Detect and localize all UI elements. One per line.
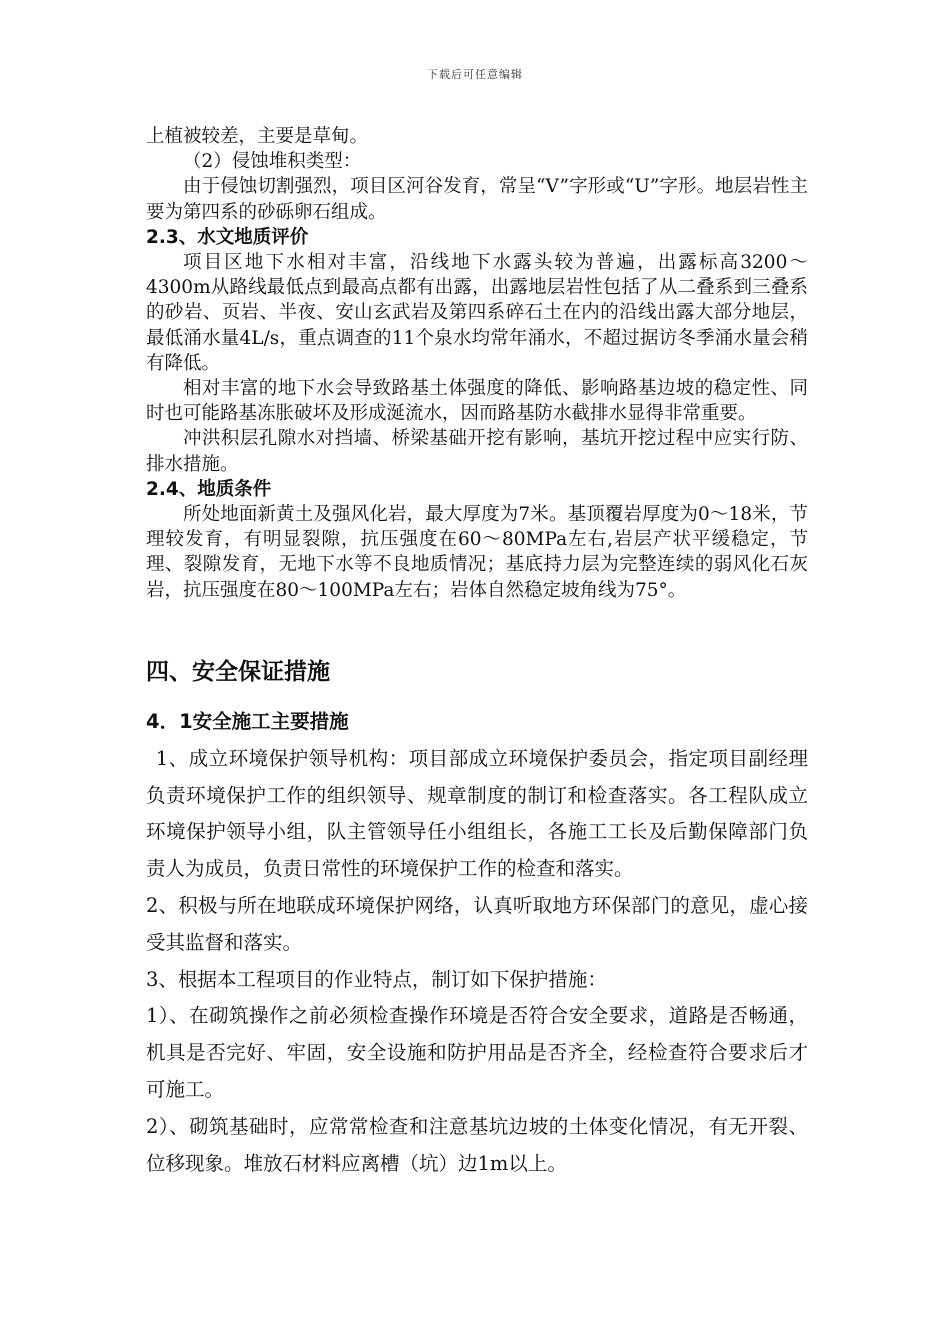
heading-hydrogeology: 2.3、水文地质评价 [146, 226, 309, 248]
paragraph-measure-2: 2、积极与所在地联成环境保护网络，认真听取地方环保部门的意见，虚心接受其监督和落实。 [146, 893, 808, 954]
paragraph-hydrogeology-3: 冲洪积层孔隙水对挡墙、桥梁基础开挖有影响，基坑开挖过程中应实行防、排水措施。 [146, 428, 808, 475]
paragraph-hydrogeology-2: 相对丰富的地下水会导致路基土体强度的降低、影响路基边坡的稳定性、同时也可能路基冻胀破坏及形成涎流水，因而路基防水截排水显得非常重要。 [146, 378, 808, 425]
paragraph-hydrogeology-1: 项目区地下水相对丰富，沿线地下水露头较为普遍，出露标高3200～4300m从路线最低点到最高点都有出露，出露地层岩性包括了从二叠系到三叠系的砂岩、页岩、半夜、安山玄武岩及第四系碎石土在内的沿线出露大部分地层，最低涌水量4L/s，重点调查的11个泉水均常年涌水，不超过据访冬季涌水量会稍有降低。 [146, 252, 808, 374]
safety-section [146, 704, 808, 1182]
paragraph-erosion: 由于侵蚀切割强烈，项目区河谷发育，常呈“V”字形或“U”字形。地层岩性主要为第四系的砂砾卵石组成。 [146, 176, 808, 223]
paragraph-measure-3-1: 1）、在砌筑操作之前必须检查操作环境是否符合安全要求，道路是否畅通，机具是否完好、牢固，安全设施和防护用品是否齐全，经检查符合要求后才可施工。 [146, 1004, 808, 1101]
paragraph-continuation: 上植被较差，主要是草甸。 [146, 126, 369, 147]
paragraph-measure-1: 1、成立环境保护领导机构：项目部成立环境保护委员会，指定项目副经理负责环境保护工作的组织领导、规章制度的制订和检查落实。各工程队成立环境保护领导小组，队主管领导任小组组长，各施工工长及后勤保障部门负责人为成员，负责日常性的环境保护工作的检查和落实。 [146, 746, 808, 881]
erosion-type-heading: （2）侵蚀堆积类型： [183, 151, 362, 173]
page-header-watermark: 下载后可任意编辑 [427, 68, 523, 81]
paragraph-measure-3-2: 2）、砌筑基础时，应常常检查和注意基坑边坡的土体变化情况，有无开裂、位移现象。堆放石材料应离槽（坑）边1m以上。 [146, 1114, 808, 1175]
heading-safety-measures: 4．1安全施工主要措施 [146, 710, 349, 733]
paragraph-measure-3: 3、根据本工程项目的作业特点，制订如下保护措施： [146, 967, 607, 991]
geology-section [146, 124, 808, 603]
chapter-title-safety: 四、安全保证措施 [146, 659, 330, 685]
paragraph-geological-conditions: 所处地面新黄土及强风化岩，最大厚度为7米。基顶覆岩厚度为0～18米，节理较发育，有明显裂隙，抗压强度在60～80MPa左右,岩层产状平缓稳定，节理、裂隙发育，无地下水等不良地质情况；基底持力层为完整连续的弱风化石灰岩，抗压强度在80～100MPa左右；岩体自然稳定坡角线为75°。 [146, 504, 808, 601]
heading-geological-conditions: 2.4、地质条件 [146, 478, 272, 500]
